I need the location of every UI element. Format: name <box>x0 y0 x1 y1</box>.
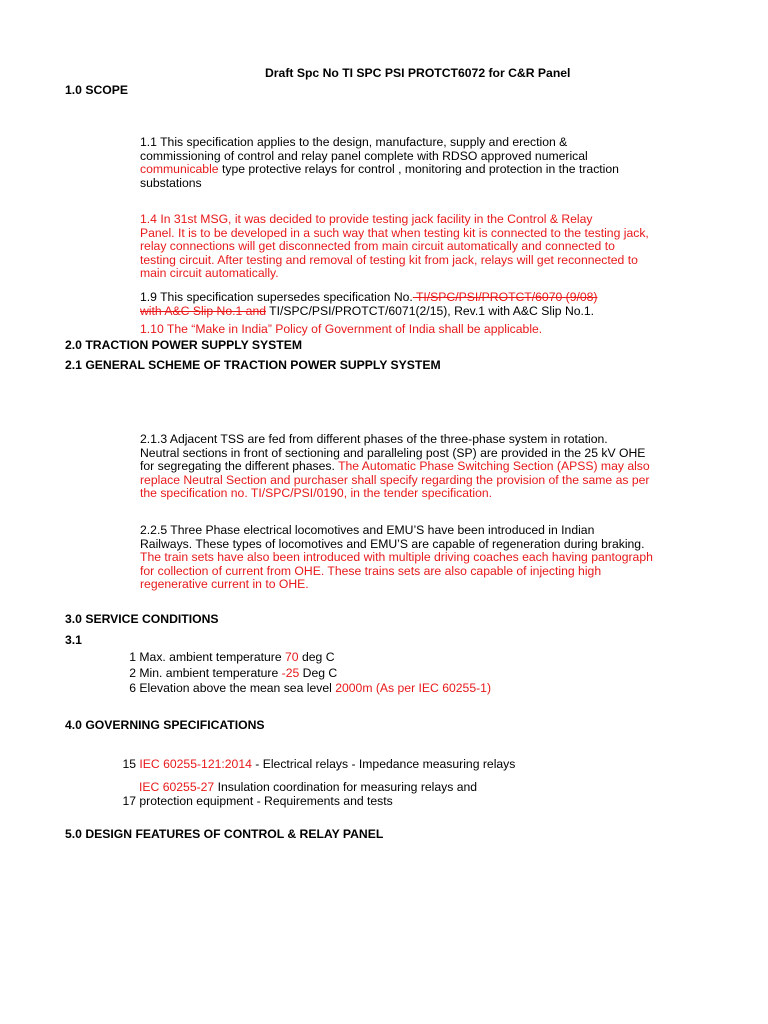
p11-red-word: communicable <box>140 162 219 177</box>
subsection-3-1: 3.1 <box>65 633 82 647</box>
paragraph-2-2-5 <box>140 524 653 592</box>
p213-line5: the specification no. TI/SPC/PSI/0190, in the tender specification. <box>140 486 493 501</box>
p213-line1: 2.1.3 Adjacent TSS are fed from different phases of the three-phase system in rotation. <box>140 432 608 446</box>
p213-line4: replace Neutral Section and purchaser shall specify regarding the provision of the same as per <box>140 472 650 487</box>
p19-rest: TI/SPC/PSI/PROTCT/6071(2/15), Rev.1 with A&C Slip No.1. <box>266 303 595 318</box>
spec-item-17: IEC 60255-27 Insulation coordination for measuring relays and 17 protection equipment - Requirements and tests <box>122 780 478 808</box>
p11-line4: substations <box>140 175 202 190</box>
p225-red1: The train sets have also been introduced with multiple driving coaches each having pantograph <box>140 550 653 565</box>
p14-line1: 1.4 In 31st MSG, it was decided to provide testing jack facility in the Control & Relay <box>140 212 593 226</box>
list-item: 1 Max. ambient temperature 70 deg C <box>129 650 335 664</box>
p225-red2: for collection of current from OHE. These trains sets are also capable of injecting high <box>140 563 602 578</box>
p19-prefix: 1.9 This specification supersedes specification No. <box>140 290 413 304</box>
spec-item-15: 15 IEC 60255-121:2014 - Electrical relays - Impedance measuring relays <box>122 757 516 771</box>
p14-line3: relay connections will get disconnected from main circuit automatically and connected to <box>140 239 615 254</box>
p11-line3-rest: type protective relays for control , monitoring and protection in the traction <box>218 162 619 177</box>
section-heading-scope: 1.0 SCOPE <box>65 83 128 97</box>
section-heading-design-features: 5.0 DESIGN FEATURES OF CONTROL & RELAY PANEL <box>65 827 384 841</box>
list-item: 2 Min. ambient temperature -25 Deg C <box>129 665 338 680</box>
p19-line1 <box>140 291 597 305</box>
p14-line2: Panel. It is to be developed in a such way that when testing kit is connected to the testing jack, <box>140 225 649 240</box>
p11-line3 <box>140 163 619 177</box>
service-conditions-list <box>118 651 491 696</box>
p225-line2: Railways. These types of locomotives and EMU’S are capable of regeneration during braking. <box>140 536 645 551</box>
p14-line5: main circuit automatically. <box>140 266 279 281</box>
section-heading-governing-specs: 4.0 GOVERNING SPECIFICATIONS <box>65 718 265 732</box>
p19-line2 <box>140 305 597 319</box>
p213-line3-black: for segregating the different phases. <box>140 459 339 474</box>
p14-line4: testing circuit. After testing and removal of testing kit from jack, relays will get reconnected to <box>140 252 638 267</box>
p213-line2: Neutral sections in front of sectioning and paralleling post (SP) are provided in the 25 kV OHE <box>140 445 646 460</box>
p225-red3: regenerative current in to OHE. <box>140 577 309 592</box>
p19-struck-slip: with A&C Slip No.1 and <box>140 303 267 318</box>
list-item: 6 Elevation above the mean sea level 2000m (As per IEC 60255-1) <box>129 681 492 696</box>
section-heading-traction-power: 2.0 TRACTION POWER SUPPLY SYSTEM <box>65 338 303 352</box>
paragraph-1-4 <box>140 213 649 281</box>
p19-struck-spec: TI/SPC/PSI/PROTCT/6070 (9/08) <box>412 290 598 304</box>
p11-line1: 1.1 This specification applies to the design, manufacture, supply and erection & <box>140 135 568 149</box>
document-title: Draft Spc No TI SPC PSI PROTCT6072 for C&R Panel <box>265 66 571 80</box>
p213-line3 <box>140 460 650 474</box>
paragraph-1-10: 1.10 The “Make in India” Policy of Government of India shall be applicable. <box>140 322 543 336</box>
paragraph-1-1 <box>140 136 619 190</box>
paragraph-1-9 <box>140 291 597 318</box>
section-heading-service-conditions: 3.0 SERVICE CONDITIONS <box>65 612 219 626</box>
section-heading-general-scheme: 2.1 GENERAL SCHEME OF TRACTION POWER SUPPLY SYSTEM <box>65 358 441 372</box>
paragraph-2-1-3 <box>140 433 650 501</box>
p213-line3-red: The Automatic Phase Switching Section (APSS) may also <box>338 459 650 474</box>
p225-line1: 2.2.5 Three Phase electrical locomotives and EMU’S have been introduced in Indian <box>140 523 595 537</box>
p11-line2: commissioning of control and relay panel complete with RDSO approved numerical <box>140 148 588 163</box>
